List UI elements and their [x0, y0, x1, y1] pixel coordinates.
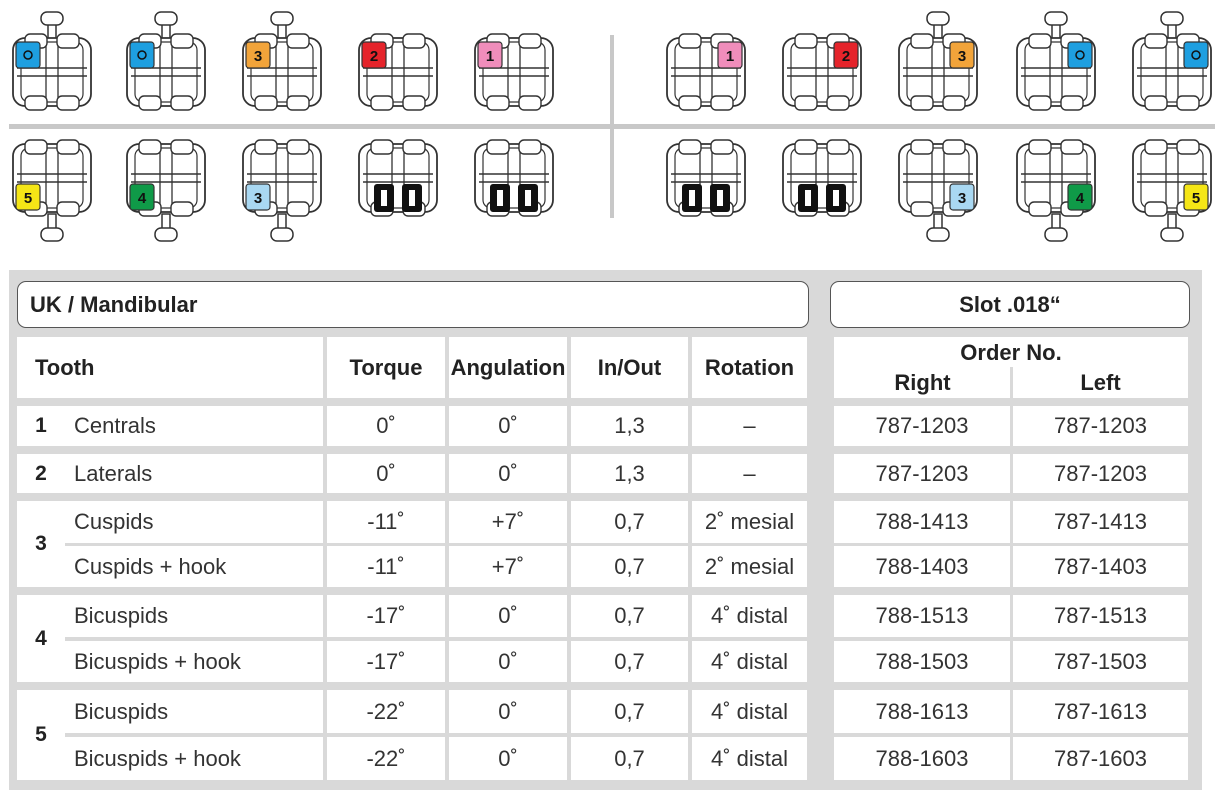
tie-wing	[911, 140, 933, 154]
header-inout-text: In/Out	[597, 354, 662, 380]
id-number: 3	[253, 48, 263, 65]
tooth-number-text: 5	[35, 723, 47, 746]
tie-wing	[711, 96, 733, 110]
tie-wing	[679, 34, 701, 48]
bracket	[359, 140, 437, 216]
tie-wing	[287, 202, 309, 216]
tooth-name-text: Laterals	[74, 460, 153, 486]
cell-angulation	[449, 454, 567, 493]
tie-wing	[827, 140, 849, 154]
bracket	[783, 34, 861, 110]
tie-wing	[403, 96, 425, 110]
bracket	[13, 140, 91, 241]
bracket-diagram	[0, 0, 1215, 260]
cell-rotation	[692, 501, 807, 543]
cell-left	[1013, 690, 1188, 733]
cell-inout	[571, 737, 688, 780]
tie-wing	[1177, 140, 1199, 154]
cell-right	[834, 406, 1010, 446]
pad-window	[717, 190, 723, 206]
cell-torque-text: 0˚	[376, 460, 396, 486]
cell-right-text: 788-1513	[875, 603, 969, 628]
tooth-number	[17, 595, 65, 682]
header-order-no	[834, 337, 1188, 398]
cell-left	[1013, 501, 1188, 543]
tie-wing	[1029, 202, 1051, 216]
header-order-no-text: Order No.	[960, 340, 1062, 365]
bracket	[127, 12, 205, 110]
cell-inout	[571, 546, 688, 587]
cell-inout	[571, 641, 688, 682]
bracket	[243, 140, 321, 241]
bracket	[899, 12, 977, 110]
tie-wing	[1029, 140, 1051, 154]
cell-rotation	[692, 737, 807, 780]
cell-right	[834, 737, 1010, 780]
tie-wing	[25, 96, 47, 110]
tie-wing	[57, 96, 79, 110]
cell-torque	[327, 737, 445, 780]
cell-right	[834, 641, 1010, 682]
cell-torque-text: -17˚	[366, 603, 406, 628]
tie-wing	[487, 140, 509, 154]
bracket	[475, 140, 553, 216]
cell-rotation-text: –	[743, 413, 756, 438]
cell-inout	[571, 690, 688, 733]
cell-angulation	[449, 546, 567, 587]
tie-wing	[1061, 140, 1083, 154]
cell-left-text: 787-1613	[1054, 698, 1147, 724]
header-right: Right	[894, 370, 951, 395]
cell-right-text: 788-1503	[875, 648, 969, 674]
bracket	[1017, 140, 1095, 241]
cell-rotation-text: 2˚ mesial	[704, 509, 795, 534]
cell-right	[834, 546, 1010, 587]
tie-wing	[711, 140, 733, 154]
cell-rotation-text: 2˚ mesial	[704, 553, 795, 579]
id-number: 3	[957, 48, 967, 65]
cell-torque-text: -22˚	[366, 745, 406, 771]
cell-left	[1013, 595, 1188, 637]
cell-inout	[571, 454, 688, 493]
bracket	[1017, 12, 1095, 110]
cell-torque-text: 0˚	[376, 413, 396, 438]
cell-angulation-text: 0˚	[498, 745, 518, 771]
pad-window	[833, 190, 839, 206]
cell-right-text: 787-1203	[875, 460, 969, 486]
cell-rotation	[692, 595, 807, 637]
cell-angulation	[449, 737, 567, 780]
bracket	[127, 140, 205, 241]
color-id-pad	[1184, 42, 1208, 68]
prescription-table	[9, 270, 1202, 790]
id-number: 1	[725, 48, 735, 65]
id-number: 2	[841, 48, 851, 65]
tie-wing	[911, 34, 933, 48]
cell-right-text: 788-1403	[875, 553, 969, 579]
tooth-name-text: Bicuspids	[74, 603, 169, 628]
tooth-number-text: 1	[35, 414, 47, 437]
cell-angulation-text: +7˚	[491, 553, 525, 579]
bracket	[1133, 12, 1211, 110]
tie-wing	[911, 202, 933, 216]
pad-window	[381, 190, 387, 206]
cell-rotation-text: 4˚ distal	[710, 698, 789, 724]
bracket-body	[475, 144, 553, 212]
cell-left	[1013, 737, 1188, 780]
cell-angulation-text: 0˚	[498, 698, 518, 724]
tooth-number	[17, 454, 65, 493]
tie-wing	[403, 140, 425, 154]
cell-rotation-text: –	[743, 460, 756, 486]
cell-torque-text: -22˚	[366, 698, 406, 724]
header-order-divider	[1010, 367, 1013, 398]
cell-inout	[571, 501, 688, 543]
cell-rotation	[692, 454, 807, 493]
bracket	[899, 140, 977, 241]
id-number: 4	[137, 190, 147, 207]
header-angulation	[449, 337, 567, 398]
cell-angulation	[449, 406, 567, 446]
cell-inout-text: 0,7	[614, 553, 645, 579]
tie-wing	[403, 34, 425, 48]
header-tooth	[17, 337, 323, 398]
tooth-number-text: 3	[35, 532, 47, 555]
tie-wing	[911, 96, 933, 110]
cell-inout-text: 0,7	[614, 509, 645, 534]
tie-wing	[255, 140, 277, 154]
bracket	[783, 140, 861, 216]
tie-wing	[1029, 34, 1051, 48]
tie-wing	[139, 140, 161, 154]
cell-rotation	[692, 406, 807, 446]
tooth-name-text: Cuspids + hook	[74, 553, 227, 579]
hook-ball-icon	[41, 228, 63, 241]
cell-inout-text: 0,7	[614, 603, 645, 628]
cell-left-text: 787-1513	[1054, 603, 1147, 628]
tie-wing	[1177, 96, 1199, 110]
cell-torque-text: -11˚	[367, 553, 405, 579]
tie-wing	[1145, 34, 1167, 48]
tie-wing	[1145, 202, 1167, 216]
tie-wing	[795, 96, 817, 110]
cell-rotation	[692, 641, 807, 682]
tie-wing	[287, 34, 309, 48]
tie-wing	[1029, 96, 1051, 110]
tie-wing	[139, 96, 161, 110]
tie-wing	[519, 34, 541, 48]
tooth-name-text: Bicuspids	[74, 698, 169, 724]
table-title-text: UK / Mandibular	[30, 291, 198, 317]
header-tooth-text: Tooth	[35, 354, 95, 380]
cell-right	[834, 690, 1010, 733]
cell-rotation-text: 4˚ distal	[710, 603, 789, 628]
tie-wing	[487, 96, 509, 110]
id-number: 5	[1191, 190, 1201, 207]
cell-inout-text: 0,7	[614, 745, 645, 771]
cell-angulation-text: +7˚	[491, 509, 525, 534]
cell-rotation	[692, 690, 807, 733]
cell-inout-text: 1,3	[614, 460, 645, 486]
id-number: 1	[485, 48, 495, 65]
tie-wing	[57, 140, 79, 154]
hook-ball-icon	[927, 12, 949, 25]
cell-left	[1013, 546, 1188, 587]
cell-right	[834, 595, 1010, 637]
tie-wing	[171, 202, 193, 216]
cell-right-text: 788-1413	[875, 509, 969, 534]
bracket-body	[783, 144, 861, 212]
cell-torque	[327, 690, 445, 733]
header-left: Left	[1080, 370, 1121, 395]
tie-wing	[371, 140, 393, 154]
slot-label	[830, 281, 1190, 328]
cell-left	[1013, 454, 1188, 493]
cell-angulation	[449, 595, 567, 637]
header-torque-text: Torque	[349, 354, 423, 380]
table-title	[17, 281, 809, 328]
hook-ball-icon	[1161, 12, 1183, 25]
hook-ball-icon	[271, 228, 293, 241]
bracket-body	[667, 144, 745, 212]
cell-left-text: 787-1503	[1054, 648, 1147, 674]
bracket-body	[359, 144, 437, 212]
bracket	[1133, 140, 1211, 241]
bracket	[667, 34, 745, 110]
hook-ball-icon	[271, 12, 293, 25]
tie-wing	[943, 96, 965, 110]
tie-wing	[827, 96, 849, 110]
cell-left-text: 787-1603	[1054, 745, 1147, 771]
tooth-number-text: 2	[35, 461, 47, 485]
pad-window	[497, 190, 503, 206]
tie-wing	[1061, 96, 1083, 110]
tie-wing	[287, 140, 309, 154]
cell-torque	[327, 595, 445, 637]
cell-torque-text: -17˚	[366, 648, 406, 674]
cell-left	[1013, 406, 1188, 446]
header-angulation-text: Angulation	[450, 354, 566, 380]
tie-wing	[1145, 140, 1167, 154]
tie-wing	[679, 140, 701, 154]
cell-torque	[327, 406, 445, 446]
cell-torque-text: -11˚	[367, 509, 405, 534]
id-number: 3	[253, 190, 263, 207]
cell-torque	[327, 454, 445, 493]
cell-rotation-text: 4˚ distal	[710, 648, 789, 674]
tooth-name-text: Bicuspids + hook	[74, 745, 241, 771]
cell-rotation-text: 4˚ distal	[710, 745, 789, 771]
tie-wing	[57, 202, 79, 216]
bracket	[475, 34, 553, 110]
tie-wing	[943, 140, 965, 154]
header-rotation	[692, 337, 807, 398]
hook-ball-icon	[1045, 228, 1067, 241]
tooth-number	[17, 501, 65, 587]
cell-torque	[327, 546, 445, 587]
cell-torque	[327, 641, 445, 682]
cell-inout	[571, 406, 688, 446]
tie-wing	[795, 34, 817, 48]
tie-wing	[255, 96, 277, 110]
tie-wing	[679, 96, 701, 110]
cell-right-text: 788-1603	[875, 745, 969, 771]
tooth-name-text: Centrals	[74, 413, 156, 438]
cell-angulation	[449, 690, 567, 733]
bracket	[667, 140, 745, 216]
tooth-name-text: Cuspids	[74, 509, 154, 534]
color-id-pad	[16, 42, 40, 68]
cell-rotation	[692, 546, 807, 587]
bracket	[13, 12, 91, 110]
tie-wing	[519, 96, 541, 110]
header-inout	[571, 337, 688, 398]
cell-angulation	[449, 501, 567, 543]
midline-divider	[610, 35, 614, 218]
hook-ball-icon	[155, 12, 177, 25]
pad-window	[805, 190, 811, 206]
slot-label-text: Slot .018“	[959, 291, 1061, 317]
id-number: 2	[369, 48, 379, 65]
id-number: 5	[23, 190, 33, 207]
cell-angulation-text: 0˚	[498, 460, 518, 486]
tie-wing	[171, 96, 193, 110]
tie-wing	[371, 96, 393, 110]
hook-ball-icon	[155, 228, 177, 241]
id-number: 4	[1075, 190, 1085, 207]
cell-angulation-text: 0˚	[498, 648, 518, 674]
cell-inout	[571, 595, 688, 637]
cell-left-text: 787-1203	[1054, 413, 1147, 438]
tie-wing	[171, 140, 193, 154]
pad-window	[689, 190, 695, 206]
cell-right-text: 788-1613	[875, 698, 969, 724]
tie-wing	[287, 96, 309, 110]
cell-inout-text: 0,7	[614, 648, 645, 674]
cell-angulation	[449, 641, 567, 682]
tooth-name-text: Bicuspids + hook	[74, 648, 241, 674]
cell-right	[834, 501, 1010, 543]
tie-wing	[171, 34, 193, 48]
hook-ball-icon	[41, 12, 63, 25]
tooth-number	[17, 690, 65, 780]
tooth-number	[17, 406, 65, 446]
bracket	[243, 12, 321, 110]
tie-wing	[25, 140, 47, 154]
tie-wing	[1145, 96, 1167, 110]
tie-wing	[795, 140, 817, 154]
hook-ball-icon	[927, 228, 949, 241]
cell-left-text: 787-1403	[1054, 553, 1147, 579]
pad-window	[525, 190, 531, 206]
cell-angulation-text: 0˚	[498, 413, 518, 438]
cell-inout-text: 1,3	[614, 413, 645, 438]
header-torque	[327, 337, 445, 398]
cell-angulation-text: 0˚	[498, 603, 518, 628]
tooth-number-text: 4	[35, 626, 47, 650]
tie-wing	[519, 140, 541, 154]
color-id-pad	[130, 42, 154, 68]
cell-left-text: 787-1413	[1054, 509, 1147, 534]
cell-left	[1013, 641, 1188, 682]
cell-left-text: 787-1203	[1054, 460, 1147, 486]
header-rotation-text: Rotation	[704, 354, 795, 380]
tie-wing	[57, 34, 79, 48]
cell-inout-text: 0,7	[614, 698, 645, 724]
hook-ball-icon	[1045, 12, 1067, 25]
cell-torque	[327, 501, 445, 543]
cell-right	[834, 454, 1010, 493]
hook-ball-icon	[1161, 228, 1183, 241]
cell-right-text: 787-1203	[875, 413, 969, 438]
pad-window	[409, 190, 415, 206]
bracket	[359, 34, 437, 110]
color-id-pad	[1068, 42, 1092, 68]
id-number: 3	[957, 190, 967, 207]
